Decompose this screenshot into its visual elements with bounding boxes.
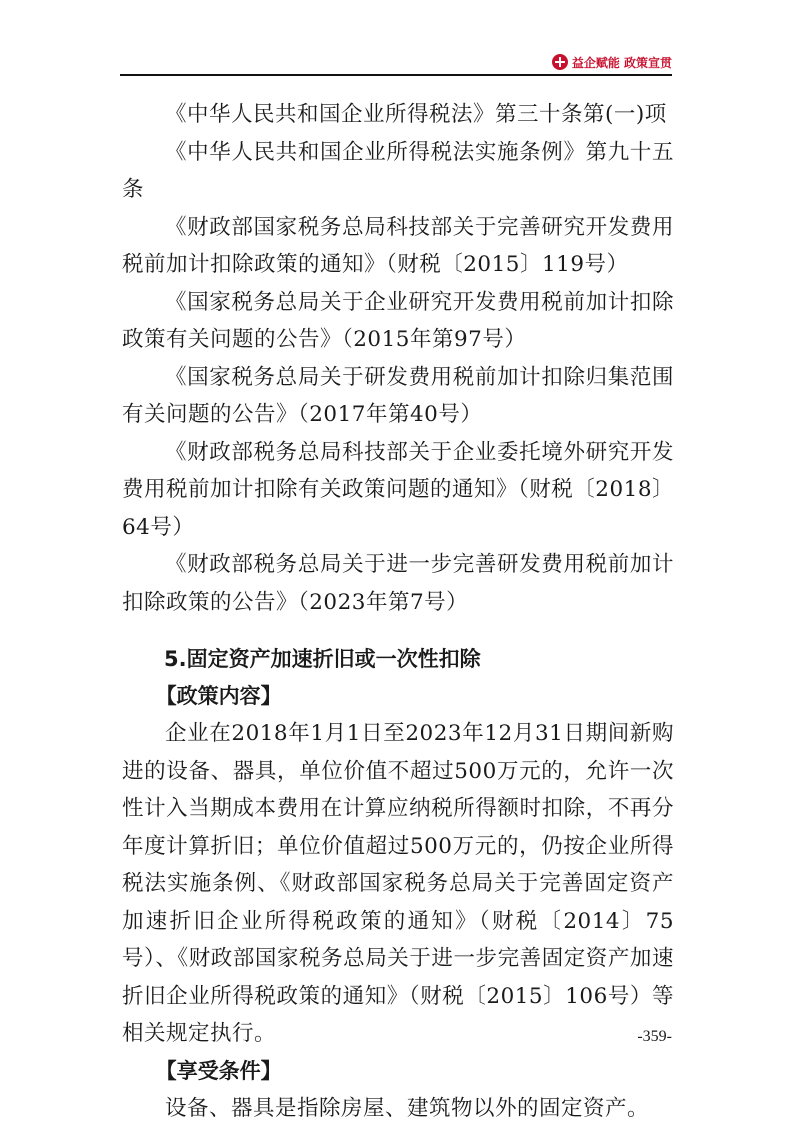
reference-item: 《国家税务总局关于企业研究开发费用税前加计扣除政策有关问题的公告》（2015年第97号） bbox=[122, 284, 674, 359]
policy-text: 企业在2018年1月1日至2023年12月31日期间新购进的设备、器具，单位价值不超过500万元的，允许一次性计入当期成本费用在计算应纳税所得额时扣除，不再分年度计算折旧；单位价值超过500万元的，仍按企业所得税法实施条例、《财政部国家税务总局关于完善固定资产加速折旧企业所得税政策的通知》（财税〔2014〕75号）、《财政部国家税务总局关于进一步完善固定资产加速折旧企业所得税政策的通知》（财税〔2015〕106号）等相关规定执行。 bbox=[122, 715, 674, 1053]
condition-text: 设备、器具是指除房屋、建筑物以外的固定资产。 bbox=[122, 1090, 674, 1127]
reference-item: 《财政部税务总局科技部关于企业委托境外研究开发费用税前加计扣除有关政策问题的通知》（财税〔2018〕64号） bbox=[122, 434, 674, 547]
policy-heading: 【政策内容】 bbox=[122, 678, 674, 715]
section-title: 5.固定资产加速折旧或一次性扣除 bbox=[122, 641, 674, 678]
logo-icon bbox=[552, 54, 568, 70]
page-content bbox=[122, 96, 674, 1127]
header-rule bbox=[120, 74, 672, 76]
reference-item: 《财政部国家税务总局科技部关于完善研究开发费用税前加计扣除政策的通知》（财税〔2015〕119号） bbox=[122, 209, 674, 284]
reference-item: 《中华人民共和国企业所得税法》第三十条第(一)项 bbox=[122, 96, 674, 134]
header-brand: 益企赋能 政策宣贯 bbox=[572, 54, 672, 71]
condition-heading: 【享受条件】 bbox=[122, 1053, 674, 1090]
page-number: -359- bbox=[637, 1028, 672, 1046]
header-logo bbox=[552, 52, 672, 72]
reference-item: 《国家税务总局关于研发费用税前加计扣除归集范围有关问题的公告》（2017年第40号） bbox=[122, 359, 674, 434]
reference-item: 《财政部税务总局关于进一步完善研发费用税前加计扣除政策的公告》（2023年第7号） bbox=[122, 546, 674, 621]
reference-item: 《中华人民共和国企业所得税法实施条例》第九十五条 bbox=[122, 134, 674, 209]
